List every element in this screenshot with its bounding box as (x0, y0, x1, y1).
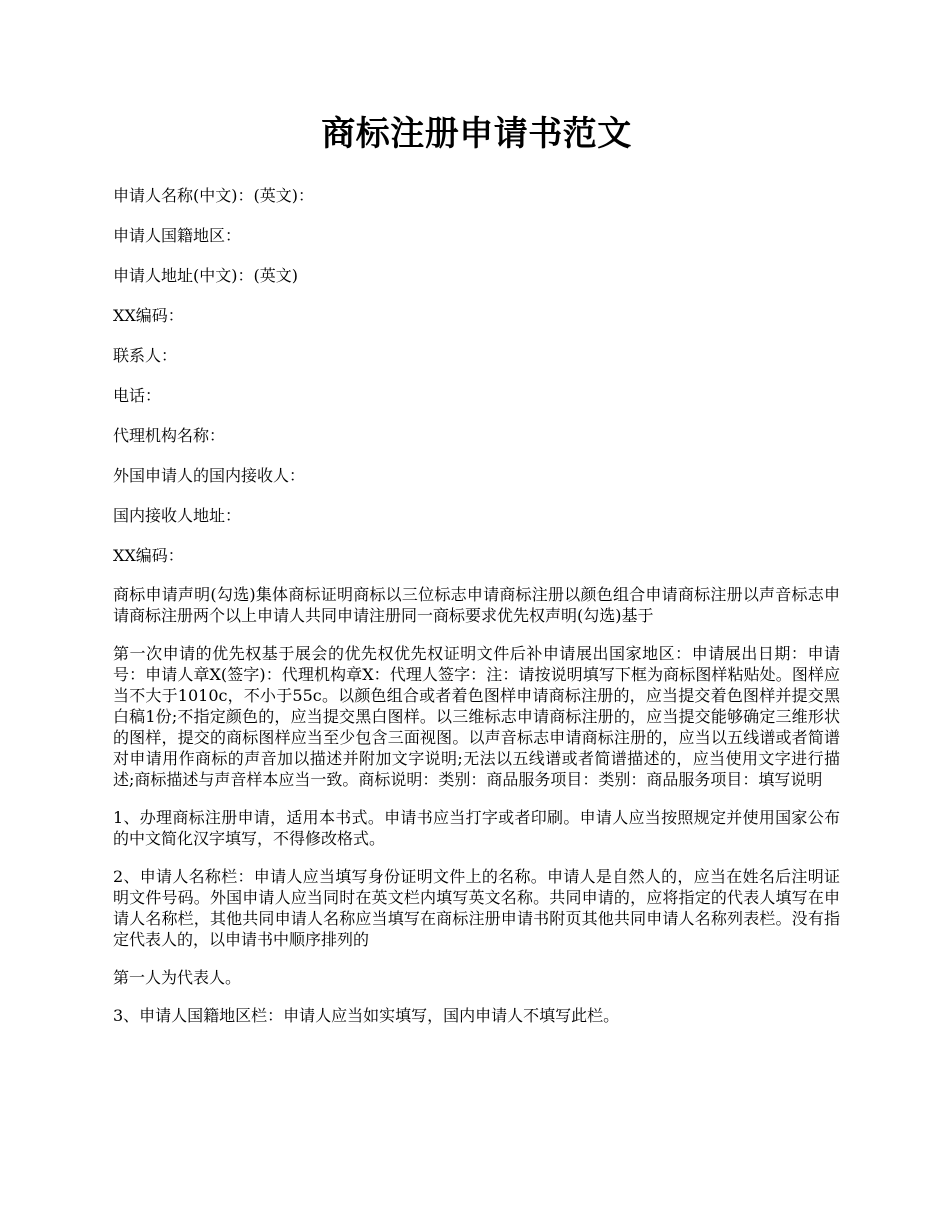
paragraph-instruction-1: 1、办理商标注册申请，适用本书式。申请书应当打字或者印刷。申请人应当按照规定并使用国家公布的中文简化汉字填写，不得修改格式。 (113, 808, 840, 848)
field-recipient-address: 国内接收人地址： (113, 506, 242, 525)
field-recipient-postal-code: XX编码： (113, 546, 184, 565)
paragraph-instruction-3: 3、申请人国籍地区栏：申请人应当如实填写，国内申请人不填写此栏。 (113, 1006, 620, 1025)
document-title: 商标注册申请书范文 (321, 114, 632, 154)
field-postal-code: XX编码： (113, 306, 184, 325)
field-contact-person: 联系人： (113, 346, 178, 365)
field-applicant-address: 申请人地址(中文)：(英文) (113, 266, 298, 285)
field-applicant-nationality: 申请人国籍地区： (113, 226, 242, 245)
field-phone: 电话： (113, 386, 162, 405)
field-agency-name: 代理机构名称： (113, 426, 226, 445)
paragraph-instruction-2-cont: 第一人为代表人。 (113, 968, 242, 987)
field-domestic-recipient: 外国申请人的国内接收人： (113, 466, 306, 485)
field-applicant-name: 申请人名称(中文)：(英文)： (113, 186, 314, 205)
paragraph-priority-and-notes: 第一次申请的优先权基于展会的优先权优先权证明文件后补申请展出国家地区：申请展出日期：申请号：申请人章X(签字)：代理机构章X：代理人签字：注：请按说明填写下框为商标图样粘贴处。图样应当不大于1010c，不小于55c。以颜色组合或者着色图样申请商标注册的，应当提交着色图样并提交黑白稿1份;不指定颜色的，应当提交黑白图样。以三维标志申请商标注册的，应当提交能够确定三维形状的图样，提交的商标图样应当至少包含三面视图。以声音标志申请商标注册的，应当以五线谱或者简谱对申请用作商标的声音加以描述并附加文字说明;无法以五线谱或者简谱描述的，应当使用文字进行描述;商标描述与声音样本应当一致。商标说明：类别：商品服务项目：类别：商品服务项目：填写说明 (113, 644, 840, 789)
paragraph-declaration: 商标申请声明(勾选)集体商标证明商标以三位标志申请商标注册以颜色组合申请商标注册以声音标志申请商标注册两个以上申请人共同申请注册同一商标要求优先权声明(勾选)基于 (113, 585, 840, 625)
paragraph-instruction-2: 2、申请人名称栏：申请人应当填写身份证明文件上的名称。申请人是自然人的，应当在姓名后注明证明文件号码。外国申请人应当同时在英文栏内填写英文名称。共同申请的，应将指定的代表人填写在申请人名称栏，其他共同申请人名称应当填写在商标注册申请书附页其他共同申请人名称列表栏。没有指定代表人的，以申请书中顺序排列的 (113, 867, 840, 949)
